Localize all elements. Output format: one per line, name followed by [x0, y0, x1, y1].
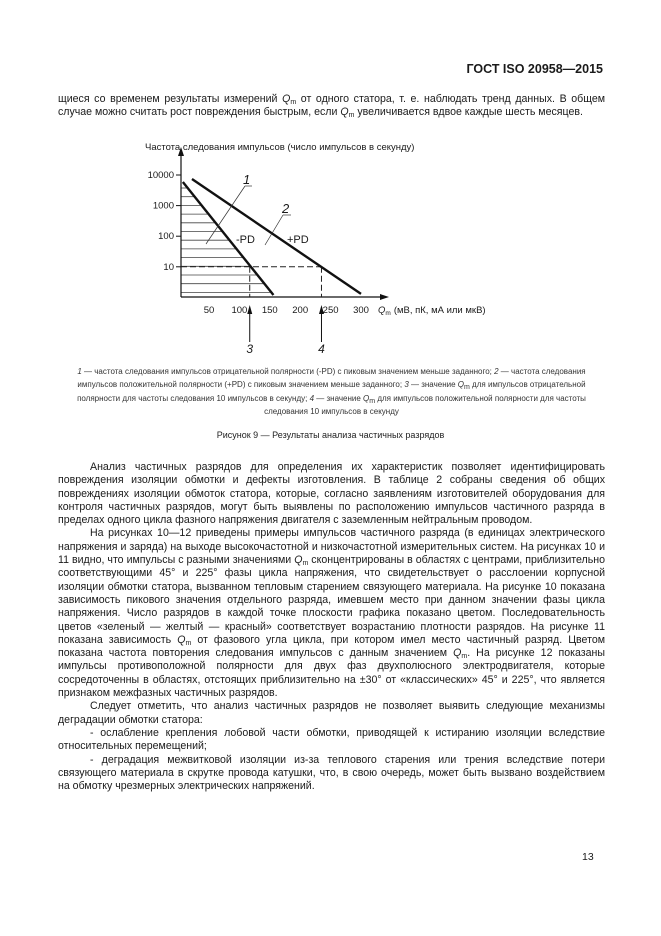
text-run: для импульсов положительной полярности для частоты следования 10 импульсов в секунду	[264, 393, 586, 417]
subscript: m	[185, 639, 192, 647]
italic-symbol: Q	[177, 633, 186, 646]
document-id-header: ГОСТ ISO 20958—2015	[466, 62, 603, 76]
y-axis-label: Частота следования импульсов (число импульсов в секунду)	[145, 142, 415, 153]
text-run: — значение	[314, 393, 364, 403]
subscript: m	[348, 112, 355, 120]
region-label-2: 2	[282, 201, 290, 216]
x-tick-label: 150	[261, 305, 278, 316]
list-item-endwinding	[58, 727, 605, 754]
paragraph-figures	[58, 527, 605, 700]
marker-label-4: 4	[318, 342, 325, 356]
series-line-positive-pd	[192, 179, 361, 294]
x-axis-arrow-icon	[380, 294, 389, 300]
subscript: m	[302, 560, 309, 568]
text-run: щиеся со временем результаты измерений	[58, 93, 283, 105]
subscript: m	[369, 397, 376, 405]
page-number: 13	[582, 851, 594, 863]
series-label-positive-pd: +PD	[287, 234, 309, 246]
x-axis-units: (мВ, пК, мА или мкВ)	[393, 305, 486, 316]
text-run: увеличивается вдвое каждые шесть месяцев.	[354, 106, 583, 119]
text-run: от фазового угла цикла, при котором имел место частичный разряд. Цветом показана частота повторения следования импульсов с данным значением	[58, 633, 605, 660]
region-label-1: 1	[243, 172, 251, 187]
y-tick-label: 1000	[152, 200, 174, 212]
paragraph-limitations	[58, 700, 605, 727]
x-axis-subscript: m	[385, 310, 391, 317]
x-tick-label: 50	[203, 305, 215, 316]
marker-label-3: 3	[246, 342, 254, 356]
series-line-negative-pd	[183, 182, 274, 295]
italic-symbol: 2	[494, 367, 499, 376]
x-axis-label	[378, 305, 486, 317]
italic-symbol: Q	[282, 93, 291, 105]
text-run: сконцентрированы в областях с центрами, приблизительно соответствующими 45° и 225° фазы цикла напряжения, что свидетельствует о расслоении корпусной изоляции обмотки статора, вызванном тепловым старением связующего материала. На рисунке 10 показана зависимость пикового значения отдельного разряда, имевшем место при данном значении фазы цикла напряжения. Число разрядов в каждой точке плоскости графика показано цветом. Последовательность цветов «зеленый — желтый — красный» соответствует возрастанию плотности разрядов. На рисунке 11 показана зависимость	[58, 554, 605, 646]
subscript: m	[290, 99, 297, 106]
x-axis-symbol: Q	[378, 305, 386, 316]
series-label-negative-pd: -PD	[236, 234, 255, 246]
y-tick-label: 100	[158, 231, 174, 243]
italic-symbol: Q	[453, 647, 462, 660]
subscript: m	[463, 384, 470, 392]
italic-symbol: Q	[294, 554, 303, 567]
italic-symbol: Q	[457, 380, 464, 390]
text-run: . На рисунке 12 показаны импульсы противоположной полярности для двух фаз двухполюсного электродвигателя, которые сосредоточенны в областях, отстоящих приблизительно на ±30° от «классических» 45° и 225°, что является признаком межфазных частичных разрядов.	[58, 647, 605, 700]
text-run: — частота следования импульсов отрицательной полярности (-PD) с пиковым значением меньше заданного;	[81, 367, 495, 376]
text-run: - ослабление крепления лобовой части обмотки, приводящей к истиранию изоляции вследствие относительных перемещений;	[58, 726, 605, 753]
paragraph-analysis	[58, 461, 605, 527]
y-tick-label: 10	[163, 261, 174, 273]
x-tick-label: 300	[353, 305, 369, 316]
italic-symbol: 3	[404, 380, 409, 390]
italic-symbol: Q	[363, 393, 370, 403]
arrow-up-icon	[247, 305, 252, 314]
text-run: от одного статора, т. е. наблюдать тренд данных. В общем случае можно считать рост повреждения быстрым, если	[58, 93, 605, 119]
y-tick-label: 10000	[147, 170, 174, 181]
text-run: Следует отметить, что анализ частичных разрядов не позволяет выявить следующие механизмы деградации обмотки статора:	[58, 700, 605, 726]
italic-symbol: 4	[309, 393, 315, 403]
italic-symbol: 1	[77, 367, 82, 376]
list-item-turn-insulation	[58, 754, 605, 794]
text-run: для импульсов отрицательной полярности для частоты следования 10 импульсов в секунду;	[77, 380, 586, 403]
text-run: — частота следования импульсов положительной полярности (+PD) с пиковым значением меньше заданного;	[77, 367, 586, 390]
text-run: На рисунках 10—12 приведены примеры импульсов частичного разряда (в единицах электрического напряжения и заряда) на выходе высокочастотной и низкочастотной измерительных систем. На рисунках 10 и 11 видно, что импульсы с разными значениями	[58, 527, 605, 567]
x-tick-label: 100	[231, 305, 248, 316]
subscript: m	[461, 653, 468, 661]
figure-title: Рисунок 9 — Результаты анализа частичных разрядов	[216, 430, 445, 440]
figure-legend	[58, 365, 605, 419]
text-run: — значение	[408, 380, 458, 390]
text-run: Анализ частичных разрядов для определения их характеристик позволяет идентифицировать повреждения изоляции обмотки и дефекты изготовления. В таблице 2 собраны сведения об общих повреждениях изоляции обмоток статора, которые, согласно заявлениям изготовителей оборудования для контроля частичных разрядов, могут быть выявлены по расположению импульсов частичного разряда в пределах одного цикла фазного напряжения двигателя с заземленным нейтральным проводом.	[58, 461, 605, 527]
text-run: - деградация межвитковой изоляции из-за теплового старения или трения вследствие потери связующего материала в скрутке провода катушки, что, в свою очередь, может быть вызвано воздействием на обмотку чрезмерных электрических напряжений.	[58, 753, 605, 793]
x-tick-label: 250	[322, 305, 339, 316]
x-tick-label: 200	[292, 305, 309, 316]
italic-symbol: Q	[340, 106, 349, 119]
